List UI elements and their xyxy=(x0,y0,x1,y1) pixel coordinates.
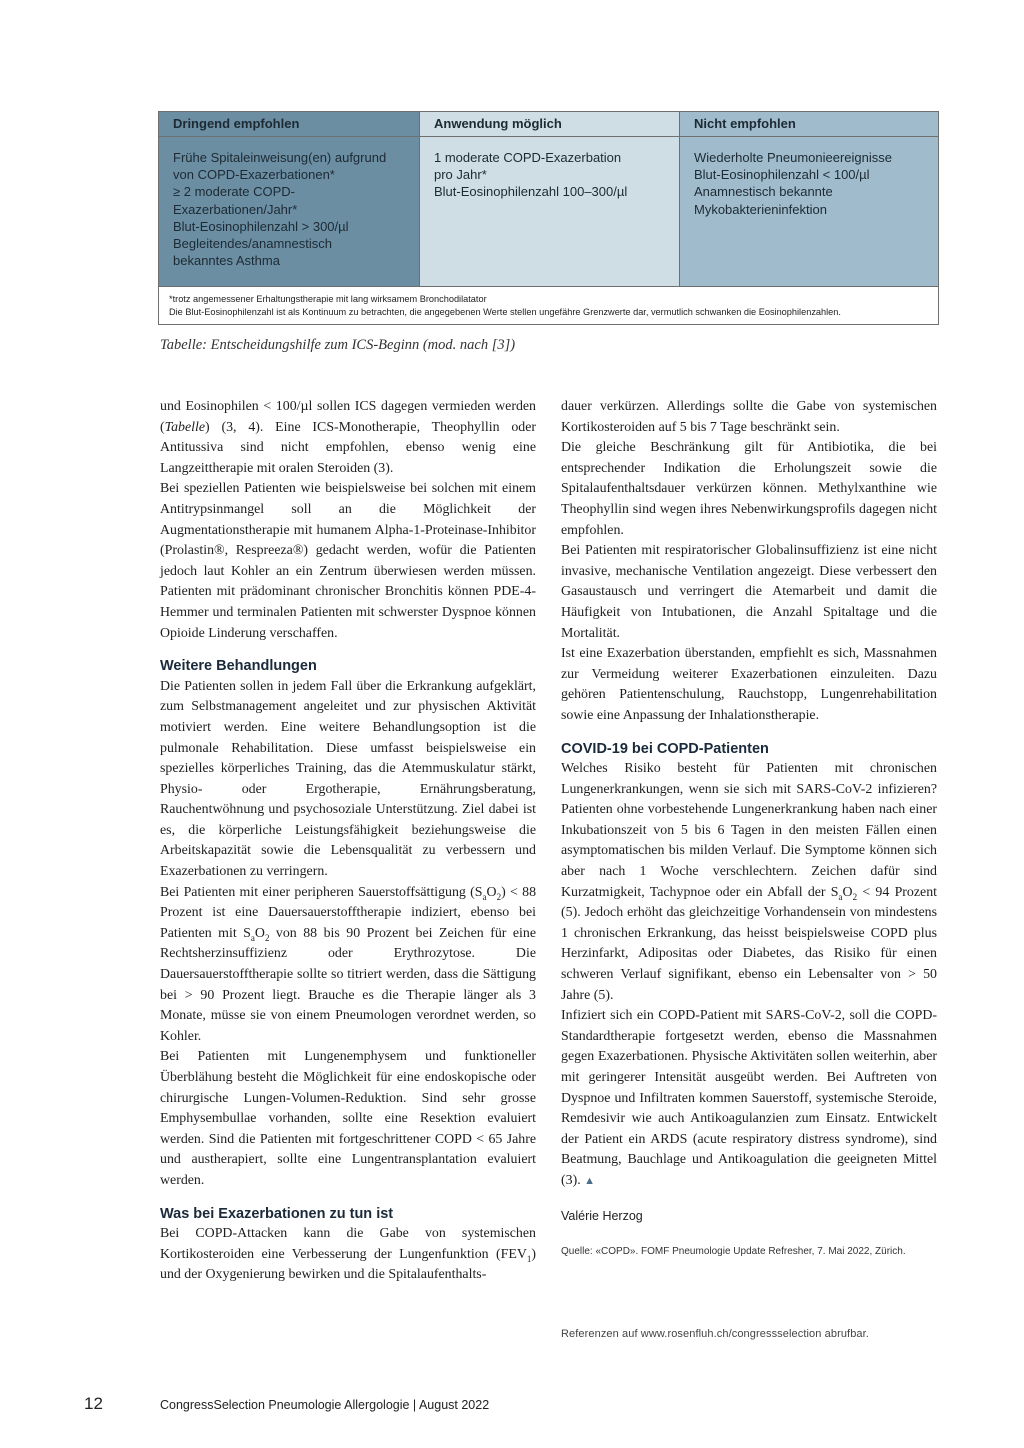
text-run: O xyxy=(254,925,265,941)
cell-possible xyxy=(419,137,679,286)
subscript: a xyxy=(482,891,487,902)
paragraph: Bei speziellen Patienten wie beispielsweise bei solchen mit einem Antitrypsinmangel soll an die Möglichkeit der Augmentationstherapie mit humanem Alpha-1-Proteinase-Inhibitor (Prolastin®, Respreeza®) gedacht werden, wofür die Patienten jedoch laut Kohler an ein Zentrum überwiesen werden müssen. Patienten mit prädominant chronischer Bronchitis können PDE-4-Hemmer und terminalen Patienten mit schwerster Dyspnoe können Opioide Linderung verschaffen. xyxy=(160,481,536,641)
paragraph xyxy=(160,883,536,1048)
table-reference: Tabelle xyxy=(164,419,206,435)
cell-strongly-recommended xyxy=(159,137,419,286)
table-body-row xyxy=(159,137,938,287)
cell-line: Wiederholte Pneumonieereignisse xyxy=(694,150,893,165)
cell-not-recommended xyxy=(679,137,938,286)
paragraph: dauer verkürzen. Allerdings sollte die Gabe von systemischen Kortikosteroiden auf 5 bis 7 Tage beschränkt sein. xyxy=(561,399,937,435)
cell-line: Mykobakterieninfektion xyxy=(694,201,827,217)
paragraph: Bei Patienten mit Lungenemphysem und funktioneller Überblähung besteht die Möglichkeit für eine endoskopische oder chirurgische Lungen-Volumen-Reduktion. Sind sehr grosse Emphysembullae vorhanden, sollte eine Resektion evaluiert werden. Sind die Patienten mit fortgeschrittener COPD < 65 Jahre und austherapiert, sollte eine Lungentransplantation evaluiert werden. xyxy=(160,1049,536,1188)
ics-decision-table xyxy=(158,111,939,325)
text-run: Welches Risiko besteht für Patienten mit chronischen Lungenerkrankungen, wenn sie sich mit SARS-CoV-2 infizieren? Patienten ohne vorbestehende Lungenerkrankung haben nach einer Inkubationszeit von 5 bis 6 Tagen in den meisten Fällen einen asymptomatischen bis milden Verlauf. Die Symptome können sich aber nach 1 Woche verschlechtern. Zeichen dafür sind Kurzatmigkeit, Tachypnoe oder ein Abfall der S xyxy=(561,761,937,900)
paragraph: Bei Patienten mit respiratorischer Globalinsuffizienz ist eine nicht invasive, mechanische Ventilation angezeigt. Diese verbessert den Gasaustausch und verringert die Atemarbeit und damit die Häufigkeit von Intubationen, die Anzahl Spitaltage und die Mortalität. xyxy=(561,543,937,641)
text-run: O xyxy=(486,884,497,900)
cell-line: ≥ 2 moderate COPD- xyxy=(173,184,296,200)
article-end-triangle-icon: ▲ xyxy=(584,1174,596,1187)
table-caption: Tabelle: Entscheidungshilfe zum ICS-Beginn (mod. nach [3]) xyxy=(160,337,516,353)
subscript: 2 xyxy=(496,891,502,902)
cell-line: 1 moderate COPD-Exazerbation xyxy=(434,150,622,165)
cell-line: Frühe Spitaleinweisung(en) aufgrund xyxy=(173,150,387,165)
author-name: Valérie Herzog xyxy=(561,1208,643,1223)
footnote: *trotz angemessener Erhaltungstherapie mit lang wirksamem Bronchodilatator xyxy=(169,294,487,304)
text-run: Bei COPD-Attacken kann die Gabe von systemischen Kortikosteroiden eine Verbesserung der Lungenfunktion (FEV xyxy=(160,1226,536,1262)
paragraph xyxy=(160,1224,536,1286)
paragraph: Die gleiche Beschränkung gilt für Antibiotika, die bei entsprechender Indikation die Erholungszeit sowie die Spitalaufenthaltsdauer verkürzen können. Methylxanthine wie Theophyllin sind wegen ihres Nebenwirkungsprofils dagegen nicht empfohlen. xyxy=(561,440,937,538)
text-run: < 94 Prozent (5). Jedoch erhöht das gleichzeitige Vorhandensein von mindestens 1 chronischen Erkrankung, das heisst beispielsweise COPD plus Herzinfarkt, Adipositas oder Diabetes, das Risiko für einen schweren Verlauf signifikant, ebenso ein Lebensalter von > 50 Jahre (5). xyxy=(561,884,938,1003)
paragraph xyxy=(561,759,937,1006)
source-line: Quelle: «COPD». FOMF Pneumologie Update Refresher, 7. Mai 2022, Zürich. xyxy=(561,1246,906,1258)
text-run: und Eosinophilen < 100/µl sollen ICS dagegen vermieden werden ( xyxy=(160,399,536,435)
references-note: Referenzen auf www.rosenfluh.ch/congressselection abrufbar. xyxy=(561,1328,869,1340)
subscript: a xyxy=(838,891,843,902)
page-number: 12 xyxy=(84,1394,103,1413)
subscript: 2 xyxy=(264,932,270,943)
cell-line: Blut-Eosinophilenzahl 100–300/µl xyxy=(434,184,628,200)
text-run: ) (3, 4). Eine ICS-Monotherapie, Theophyllin oder Antitussiva sind nicht empfohlen, ebenso wenig eine Langzeittherapie mit oralen Steroiden (3). xyxy=(160,419,536,476)
cell-line: bekanntes Asthma xyxy=(173,253,280,269)
footnote: Die Blut-Eosinophilenzahl ist als Kontinuum zu betrachten, die angegebenen Werte stellen ungefähre Grenzwerte dar, vermutlich schwanken die Eosinophilenzahlen. xyxy=(169,307,841,317)
table-header-row xyxy=(159,112,938,137)
table-footnotes xyxy=(159,287,938,319)
subscript: 1 xyxy=(526,1253,532,1264)
header-possible: Anwendung möglich xyxy=(419,112,679,136)
cell-line: von COPD-Exazerbationen* xyxy=(173,167,335,183)
section-heading: COVID-19 bei COPD-Patienten xyxy=(561,740,769,757)
subscript: 2 xyxy=(852,891,858,902)
journal-footer: CongressSelection Pneumologie Allergologie | August 2022 xyxy=(160,1398,490,1412)
cell-line: Blut-Eosinophilenzahl > 300/µl xyxy=(173,218,349,234)
subscript: a xyxy=(250,932,255,943)
right-column xyxy=(561,397,937,1263)
paragraph xyxy=(561,1006,937,1191)
section-heading: Weitere Behandlungen xyxy=(160,658,317,675)
text-run: O xyxy=(842,884,853,900)
text-run: ) < 88 Prozent ist eine Dauersauerstofftherapie indiziert, ebenso bei Patienten mit S xyxy=(160,884,537,941)
cell-line: Begleitendes/anamnestisch xyxy=(173,236,332,252)
paragraph: Die Patienten sollen in jedem Fall über die Erkrankung aufgeklärt, zum Selbstmanagement angeleitet und zur physischen Aktivität motiviert werden. Eine weitere Behandlungsoption ist die pulmonale Rehabilitation. Diese umfasst beispielsweise ein spezielles körperliches Training, das die Atemmuskulatur stärkt, Physio- oder Ergotherapie, Ernährungsberatung, Rauchentwöhnung und psychosoziale Unterstützung. Ziel dabei ist es, die körperliche Leistungsfähigkeit beziehungsweise die Arbeitskapazität sowie die Lebensqualität zu verbessern und Exazerbationen zu verringern. xyxy=(160,678,536,880)
paragraph xyxy=(160,397,536,479)
text-run: Bei Patienten mit einer peripheren Sauerstoffsättigung (S xyxy=(160,884,483,900)
section-heading: Was bei Exazerbationen zu tun ist xyxy=(160,1205,394,1222)
cell-line: pro Jahr* xyxy=(434,167,487,183)
text-run: von 88 bis 90 Prozent bei Zeichen für eine Rechtsherzinsuffizienz oder Erythrozytose. Die Dauersauerstofftherapie sollte so titriert werden, dass die Sättigung bei > 90 Prozent liegt. Brauche es die Therapie länger als 3 Monate, müsse sie von einem Pneumologen verordnet werden, so Kohler. xyxy=(160,925,536,1044)
cell-line: Exazerbationen/Jahr* xyxy=(173,201,298,217)
text-run: Infiziert sich ein COPD-Patient mit SARS-CoV-2, soll die COPD-Standardtherapie fortgesetzt werden, ebenso die Massnahmen gegen Exazerbationen. Physische Aktivitäten sollen weiterhin, aber mit geringerer Intensität ausgeübt werden. Bei Auftreten von Dyspnoe und Infiltraten kommen Sauerstoff, systemische Steroide, Remdesivir wie auch Antikoagulanzien zum Einsatz. Entwickelt der Patient ein ARDS (acute respiratory distress syndrome), sind Beatmung, Bauchlage und Antikoagulation die geeigneten Mittel (3). xyxy=(561,1008,937,1188)
cell-line: Anamnestisch bekannte xyxy=(694,184,833,200)
left-column xyxy=(160,397,536,1286)
header-strongly-recommended: Dringend empfohlen xyxy=(159,112,419,136)
cell-line: Blut-Eosinophilenzahl < 100/µl xyxy=(694,167,870,183)
header-not-recommended: Nicht empfohlen xyxy=(679,112,938,136)
text-run: ) und der Oxygenierung bewirken und die Spitalaufenthalts- xyxy=(160,1246,536,1283)
paragraph: Ist eine Exazerbation überstanden, empfiehlt es sich, Massnahmen zur Vermeidung weiterer Exazerbationen einzuleiten. Dazu gehören Patientenschulung, Rauchstopp, Lungenrehabilitation sowie eine Anpassung der Inhalationstherapie. xyxy=(561,646,937,723)
